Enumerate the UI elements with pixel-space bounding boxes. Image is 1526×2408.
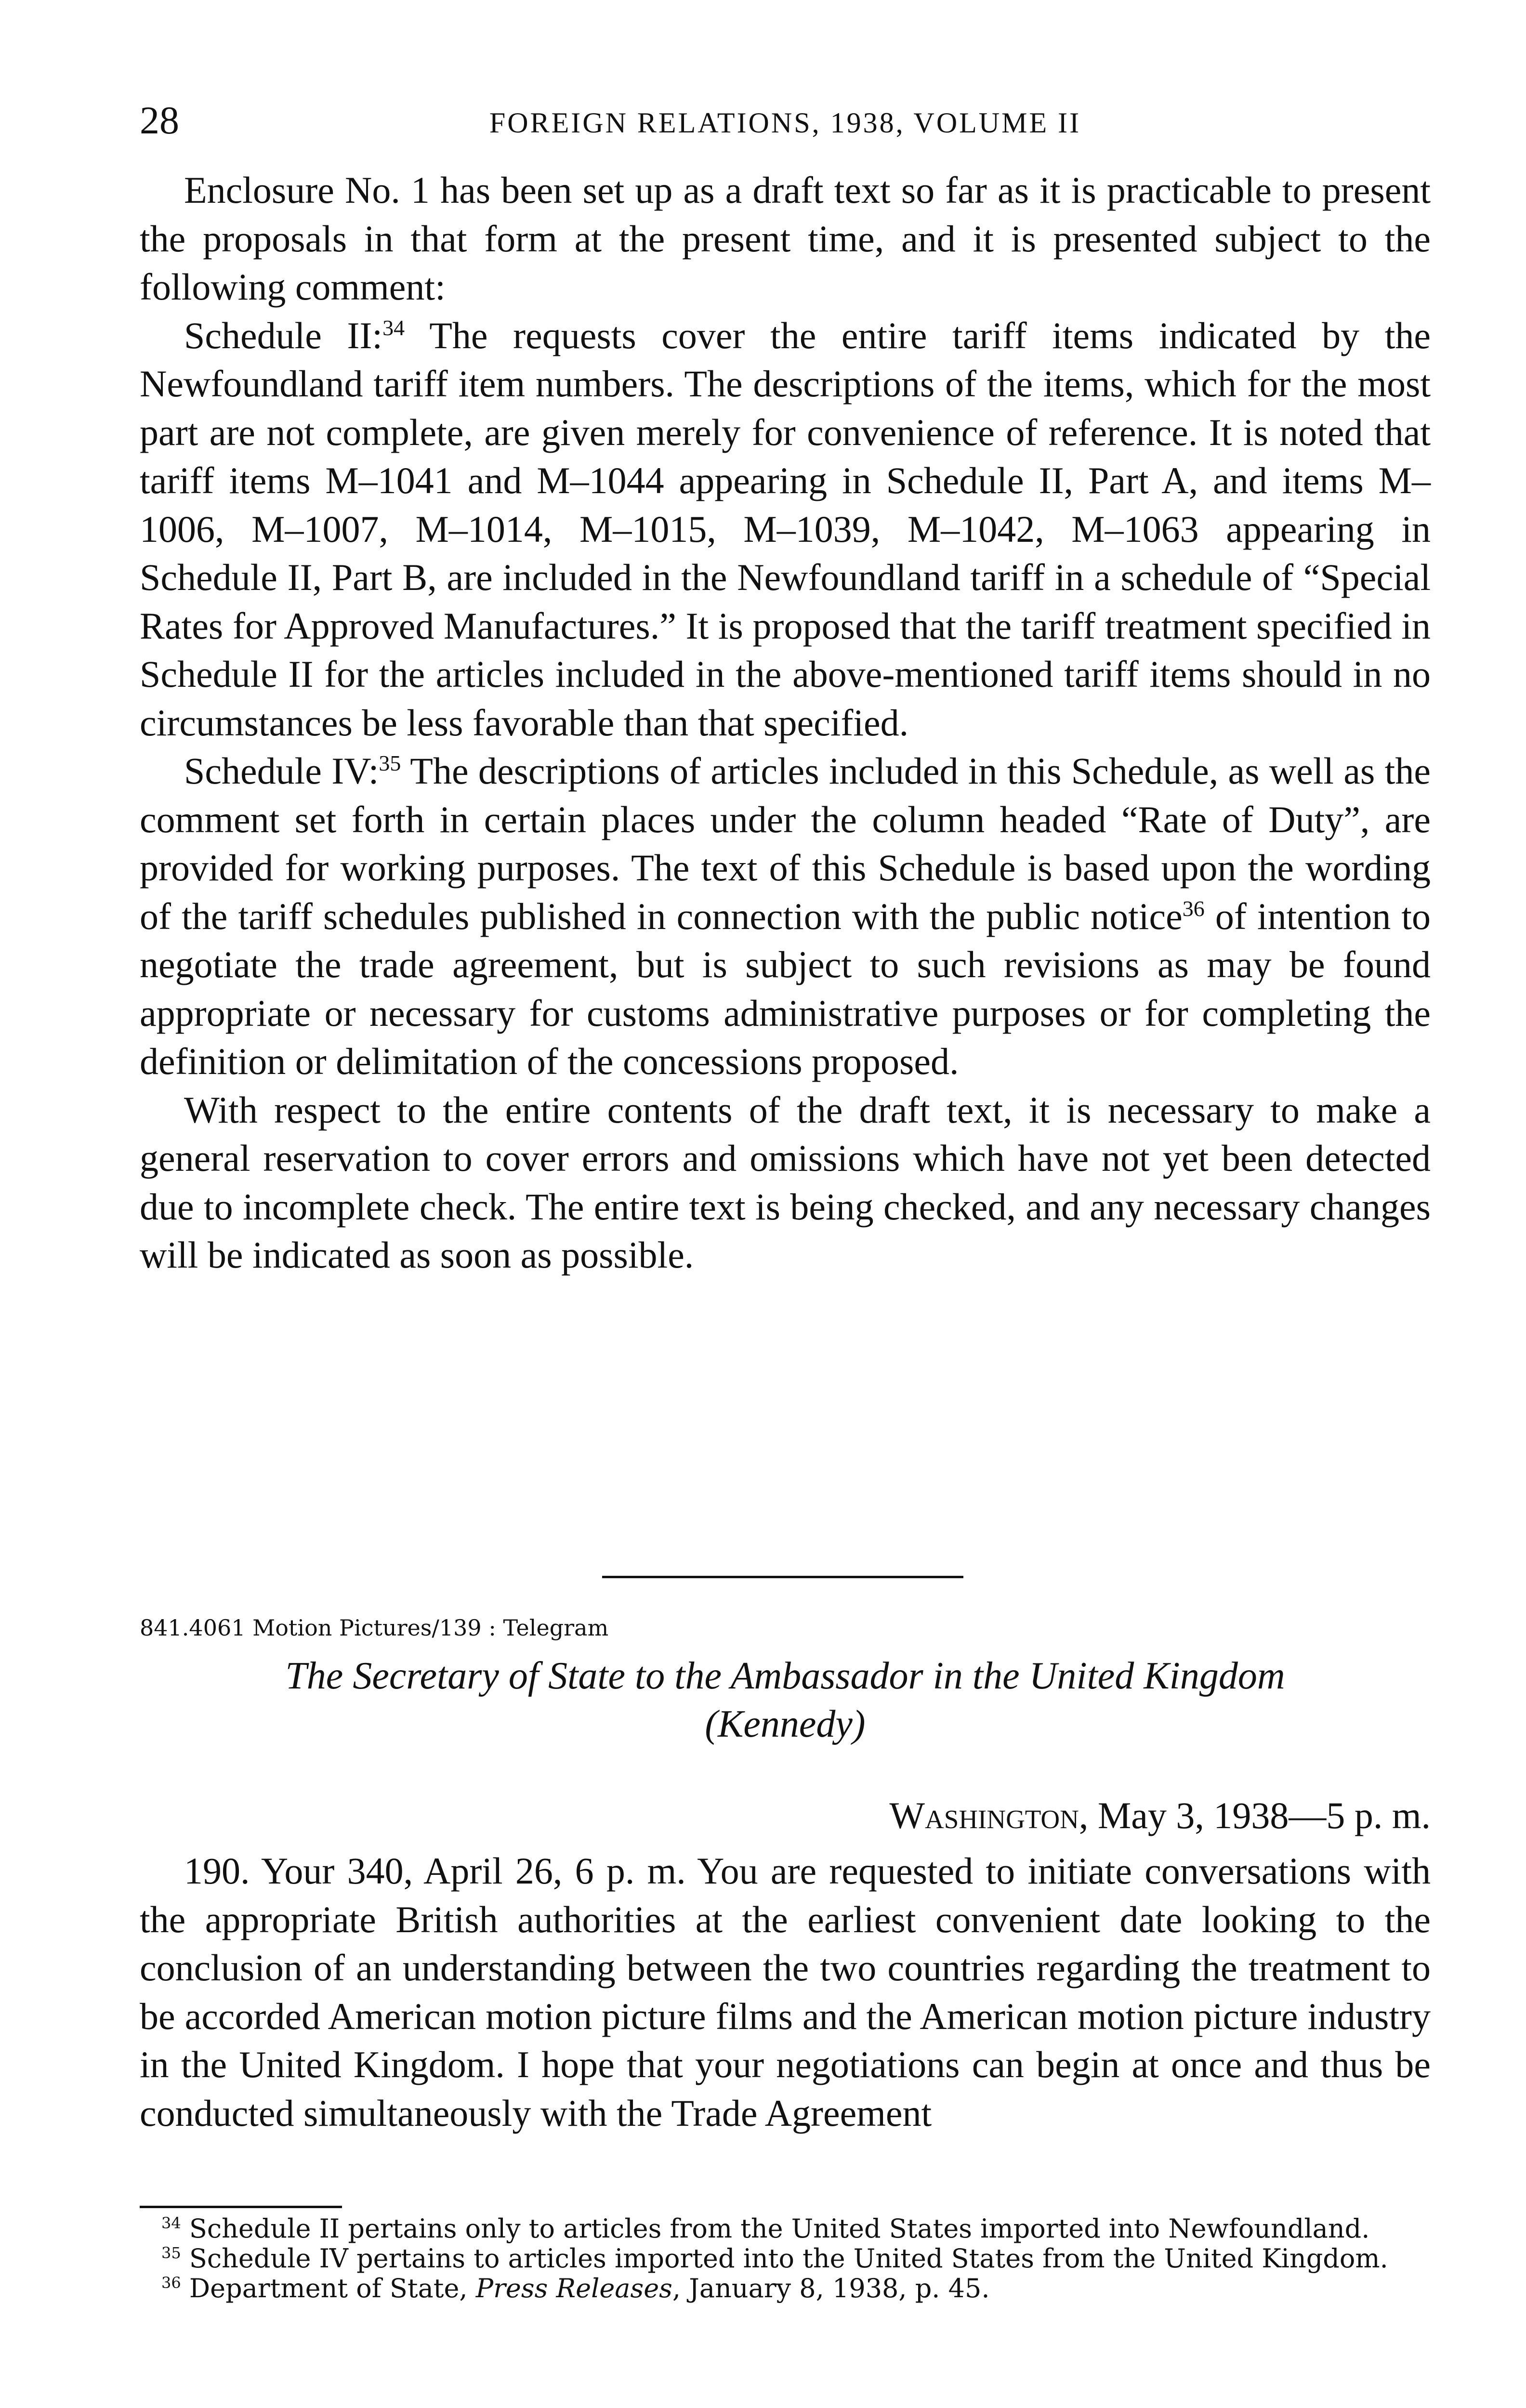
paragraph-telegram: 190. Your 340, April 26, 6 p. m. You are requested to initiate conversations with the appropriate British authorities at the earliest convenient date looking to the conclusion of an understanding between the two countries regarding the treatment to be accorded American motion picture films and the American motion picture industry in the United Kingdom. I hope that your negotiations can begin at once and thus be conducted simultaneously with the Trade Agreement: [140, 1850, 1431, 2134]
running-head: [140, 92, 1431, 149]
footnote-34: [140, 2215, 1431, 2242]
schedule-iv-label: Schedule IV:: [184, 750, 379, 792]
paragraph-schedule-iv: [140, 747, 1431, 1086]
schedule-ii-label: Schedule II:: [184, 314, 383, 356]
document-title-line-1: The Secretary of State to the Ambassador in the United Kingdom: [285, 1655, 1285, 1697]
footnote-35: [140, 2245, 1431, 2272]
enclosure-comment-section: [140, 166, 1431, 1280]
section-divider: [602, 1576, 963, 1578]
footnote-text: Schedule IV pertains to articles imported into the United States from the United Kingdom.: [181, 2243, 1388, 2274]
document-title-line-2: (Kennedy): [705, 1703, 866, 1745]
schedule-ii-text: The requests cover the entire tariff items indicated by the Newfoundland tariff item numbers. The descriptions of the items, which for the most part are not complete, are given merely for convenience of reference. It is noted that tariff items M–1041 and M–1044 appearing in Schedule II, Part A, and items M–1006, M–1007, M–1014, M–1015, M–1039, M–1042, M–1063 appearing in Schedule II, Part B, are included in the Newfoundland tariff in a schedule of “Special Rates for Approved Manufactures.” It is proposed that the tariff treatment specified in Schedule II for the articles included in the above-mentioned tariff items should in no circumstances be less favorable than that specified.: [140, 314, 1431, 744]
running-title: FOREIGN RELATIONS, 1938, VOLUME II: [489, 107, 1081, 139]
dateline-date: May 3, 1938—5 p. m.: [1088, 1794, 1431, 1836]
footnote-36: [140, 2275, 1431, 2302]
footnote-number: 36: [161, 2274, 181, 2292]
footnote-publication-title: Press Releases: [475, 2273, 672, 2303]
footnote-ref-34[interactable]: 34: [382, 315, 405, 340]
paragraph-reservation: With respect to the entire contents of the draft text, it is necessary to make a general reservation to cover errors and omissions which have not yet been detected due to incomplete check. The entire text is being checked, and any necessary changes will be indicated as soon as possible.: [140, 1088, 1431, 1276]
page-number: 28: [140, 98, 179, 142]
footnote-number: 34: [161, 2214, 181, 2232]
footnote-text: Department of State,: [181, 2273, 476, 2303]
document-title: [140, 1652, 1431, 1748]
paragraph-enclosure-intro: Enclosure No. 1 has been set up as a draft text so far as it is practicable to present the proposals in that form at the present time, and it is presented subject to the following comment:: [140, 169, 1431, 308]
schedule-iv-text-b: of intention to negotiate the trade agreement, but is subject to such revisions as may be found appropriate or necessary for customs administrative purposes or for completing the definition or delimitation of the concessions proposed.: [140, 895, 1431, 1082]
dateline: [889, 1792, 1431, 1840]
dateline-place: Washington,: [889, 1794, 1089, 1836]
footnotes: [140, 2215, 1431, 2305]
file-reference: 841.4061 Motion Pictures/139 : Telegram: [140, 1615, 609, 1641]
footnote-text: , January 8, 1938, p. 45.: [672, 2273, 990, 2303]
schedule-iv-text-a: The descriptions of articles included in this Schedule, as well as the comment set forth in certain places under the column headed “Rate of Duty”, are provided for working purposes. The text of this Schedule is based upon the wording of the tariff schedules published in connection with the public notice: [140, 750, 1431, 937]
footnote-ref-35[interactable]: 35: [379, 751, 401, 775]
paragraph-schedule-ii: [140, 312, 1431, 747]
footnote-rule: [140, 2206, 342, 2208]
footnote-text: Schedule II pertains only to articles from the United States imported into Newfoundland.: [181, 2213, 1370, 2244]
telegram-body: [140, 1847, 1431, 2137]
footnote-ref-36[interactable]: 36: [1182, 896, 1205, 921]
footnote-number: 35: [161, 2244, 181, 2262]
